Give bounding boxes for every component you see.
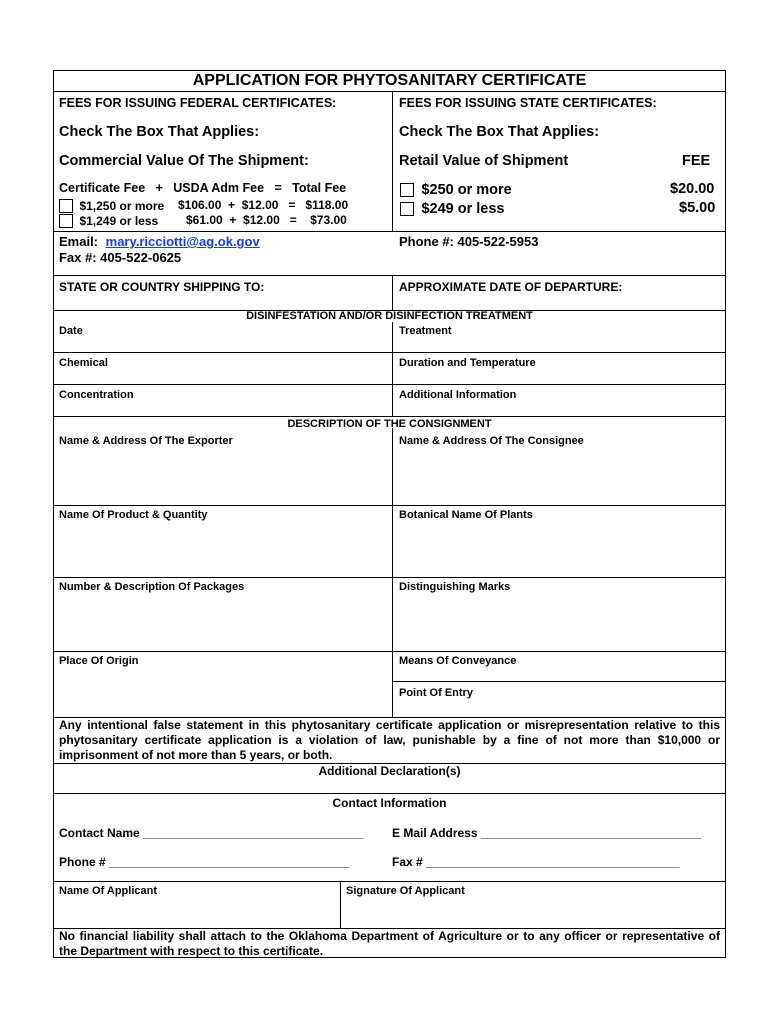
federal-1250-or-more-checkbox[interactable] <box>59 199 73 213</box>
state-249-or-less-checkbox[interactable] <box>400 202 414 216</box>
divider <box>54 352 725 353</box>
federal-check-label: Check The Box That Applies: <box>59 124 260 140</box>
departure-date-label: APPROXIMATE DATE OF DEPARTURE: <box>399 280 623 294</box>
liability-disclaimer: No financial liability shall attach to the Oklahoma Department of Agriculture or to any officer or representative of the Department with respect to this certificate. <box>59 929 720 958</box>
column-divider <box>392 275 393 310</box>
divider <box>54 793 725 794</box>
applicant-name-field[interactable]: Name Of Applicant <box>59 885 157 897</box>
phone-number: Phone #: 405-522-5953 <box>399 234 539 249</box>
legal-warning: Any intentional false statement in this phytosanitary certificate application or misrepresentation relative to this phytosanitary certificate application is a violation of law, punishable by a fine of not more than $10,000 or imprisonment of not more than 5 years, or both. <box>59 718 720 762</box>
commercial-value-label: Commercial Value Of The Shipment: <box>59 153 309 169</box>
phone-field[interactable]: Phone # ____________________________________ <box>59 855 350 869</box>
state-250-or-more-checkbox[interactable] <box>400 183 414 197</box>
fee-column-label: FEE <box>682 153 711 169</box>
email-link[interactable]: mary.ricciotti@ag.ok.gov <box>105 234 260 249</box>
divider <box>54 881 725 882</box>
conveyance-field-label: Means Of Conveyance <box>399 655 517 667</box>
divider <box>54 577 725 578</box>
email-line <box>59 234 260 249</box>
consignment-header: DESCRIPTION OF THE CONSIGNMENT <box>287 418 492 430</box>
applicant-signature-field[interactable]: Signature Of Applicant <box>346 885 465 897</box>
federal-1249-or-less-checkbox[interactable] <box>59 214 73 228</box>
column-divider <box>340 881 341 928</box>
state-row-label: $250 or more <box>421 182 512 198</box>
contact-info-header: Contact Information <box>332 796 447 810</box>
divider <box>54 416 725 417</box>
product-field-label: Name Of Product & Quantity <box>59 509 208 521</box>
state-row-label: $249 or less <box>421 201 505 217</box>
divider <box>54 505 725 506</box>
retail-value-label: Retail Value of Shipment <box>399 153 569 169</box>
state-row-fee: $20.00 <box>670 181 715 197</box>
marks-field-label: Distinguishing Marks <box>399 581 511 593</box>
entry-field-label: Point Of Entry <box>399 687 473 699</box>
divider <box>392 681 725 682</box>
consignee-field-label: Name & Address Of The Consignee <box>399 435 584 447</box>
duration-field-label: Duration and Temperature <box>399 357 536 369</box>
email-address-field[interactable]: E Mail Address _________________________________ <box>392 826 702 840</box>
treatment-field-label: Treatment <box>399 325 452 337</box>
federal-row-label: $1,250 or more <box>79 199 165 213</box>
state-row-250-or-more <box>400 181 512 199</box>
fax-number: Fax #: 405-522-0625 <box>59 250 182 265</box>
origin-field-label: Place Of Origin <box>59 655 139 667</box>
additional-info-field-label: Additional Information <box>399 389 517 401</box>
exporter-field-label: Name & Address Of The Exporter <box>59 435 233 447</box>
federal-row-calc: $106.00 + $12.00 = $118.00 <box>178 198 349 212</box>
divider <box>54 91 725 92</box>
shipping-to-label: STATE OR COUNTRY SHIPPING TO: <box>59 280 265 294</box>
federal-row-1249-or-less <box>59 212 158 230</box>
treatment-header: DISINFESTATION AND/OR DISINFECTION TREATMENT <box>246 310 533 322</box>
divider <box>54 384 725 385</box>
packages-field-label: Number & Description Of Packages <box>59 581 245 593</box>
chemical-field-label: Chemical <box>59 357 108 369</box>
fax-field[interactable]: Fax # ______________________________________ <box>392 855 680 869</box>
column-divider <box>392 91 393 231</box>
state-fees-header: FEES FOR ISSUING STATE CERTIFICATES: <box>399 96 657 110</box>
botanical-field-label: Botanical Name Of Plants <box>399 509 533 521</box>
email-label: Email: <box>59 234 99 249</box>
federal-row-label: $1,249 or less <box>79 214 159 228</box>
state-check-label: Check The Box That Applies: <box>399 124 600 140</box>
divider <box>54 763 725 764</box>
date-field-label: Date <box>59 325 83 337</box>
divider <box>54 231 725 232</box>
divider <box>54 651 725 652</box>
additional-declarations-label: Additional Declaration(s) <box>318 764 461 778</box>
contact-name-field[interactable]: Contact Name _________________________________ <box>59 826 364 840</box>
federal-fee-header: Certificate Fee + USDA Adm Fee = Total Fee <box>59 181 347 195</box>
divider <box>54 275 725 276</box>
state-row-249-or-less <box>400 200 505 218</box>
application-form <box>53 70 726 958</box>
state-row-fee: $5.00 <box>679 200 716 216</box>
federal-fees-header: FEES FOR ISSUING FEDERAL CERTIFICATES: <box>59 96 337 110</box>
column-divider <box>392 428 393 717</box>
federal-row-calc: $61.00 + $12.00 = $73.00 <box>186 213 347 227</box>
form-title: APPLICATION FOR PHYTOSANITARY CERTIFICATE <box>192 72 587 89</box>
column-divider <box>392 322 393 416</box>
concentration-field-label: Concentration <box>59 389 134 401</box>
